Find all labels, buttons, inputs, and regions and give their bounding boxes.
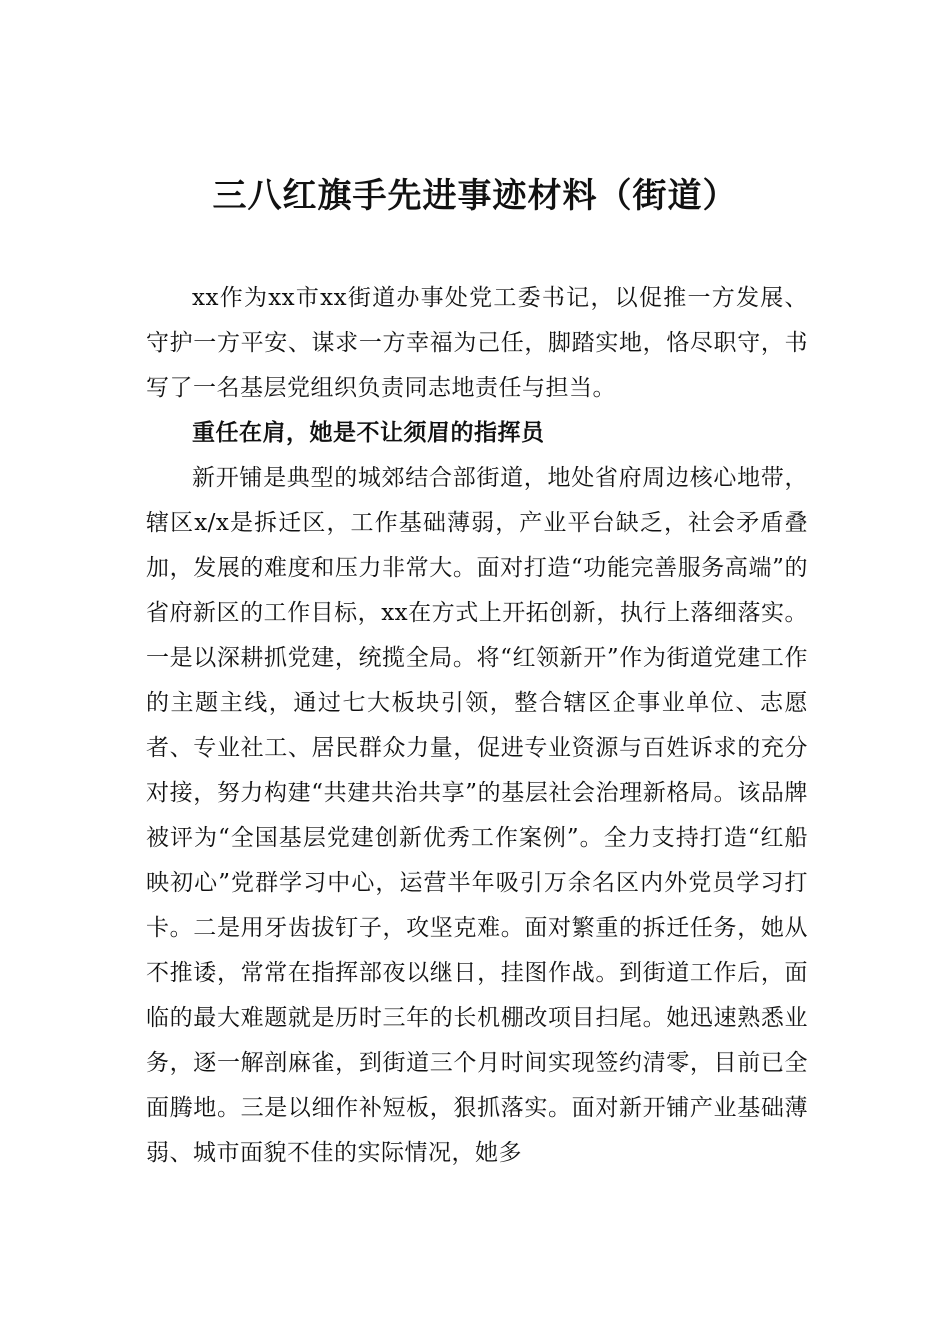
section-paragraph: 新开铺是典型的城郊结合部街道，地处省府周边核心地带，辖区x/x是拆迁区，工作基础薄弱，产业平台缺乏，社会矛盾叠加，发展的难度和压力非常大。面对打造“功能完善服务高端”的省府新区的工作目标，xx在方式上开拓创新，执行上落细落实。一是以深耕抓党建，统揽全局。将“红领新开”作为街道党建工作的主题主线，通过七大板块引领，整合辖区企事业单位、志愿者、专业社工、居民群众力量，促进专业资源与百姓诉求的充分对接，努力构建“共建共治共享”的基层社会治理新格局。该品牌被评为“全国基层党建创新优秀工作案例”。全力支持打造“红船映初心”党群学习中心，运营半年吸引万余名区内外党员学习打卡。二是用牙齿拔钉子，攻坚克难。面对繁重的拆迁任务，她从不推诿，常常在指挥部夜以继日，挂图作战。到街道工作后，面临的最大难题就是历时三年的长机棚改项目扫尾。她迅速熟悉业务，逐一解剖麻雀，到街道三个月时间实现签约清零，目前已全面腾地。三是以细作补短板，狠抓落实。面对新开铺产业基础薄弱、城市面貌不佳的实际情况，她多: [146, 465, 808, 1166]
intro-paragraph: xx作为xx市xx街道办事处党工委书记，以促推一方发展、守护一方平安、谋求一方幸福为己任，脚踏实地，恪尽职守，书写了一名基层党组织负责同志地责任与担当。: [146, 285, 808, 401]
section-heading: 重任在肩，她是不让须眉的指挥员: [192, 420, 545, 446]
document-title: 三八红旗手先进事迹材料（街道）: [212, 176, 738, 216]
document-body: [146, 276, 808, 1176]
